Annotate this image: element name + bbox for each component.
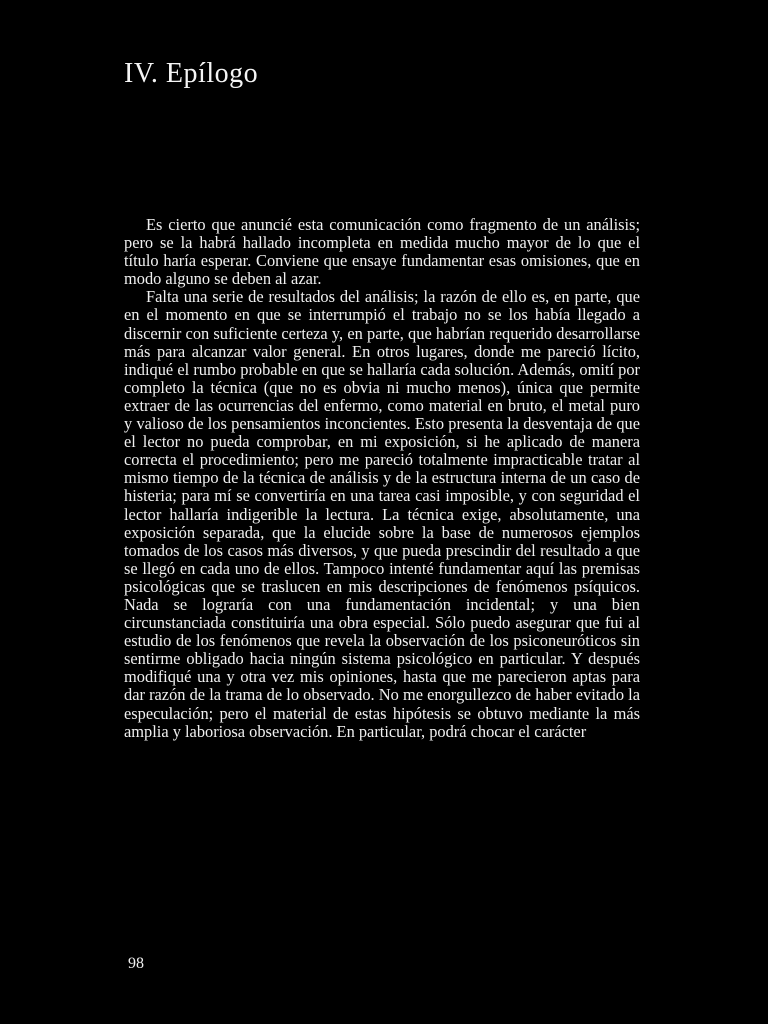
paragraph-1: Es cierto que anuncié esta comunicación como fragmento de un análisis; pero se la habrá hallado incompleta en medida mucho mayor de lo que el título haría esperar. Conviene que ensaye fundamentar esas omisiones, que en modo alguno se deben al azar.	[124, 215, 640, 289]
chapter-title: IV. Epílogo	[124, 58, 259, 89]
page-number: 98	[128, 955, 144, 972]
paragraph-2: Falta una serie de resultados del análisis; la razón de ello es, en parte, que en el momento en que se interrumpió el trabajo no se los había llegado a discernir con suficiente certeza y, en parte, que habrían requerido desarrollarse más para alcanzar valor general. En otros lugares, donde me pareció lícito, indiqué el rumbo probable en que se hallaría cada solución. Además, omití por completo la técnica (que no es obvia ni mucho menos), única que permite extraer de las ocurrencias del enfermo, como material en bruto, el metal puro y valioso de los pensamientos inconcientes. Esto presenta la desventaja de que el lector no pueda comprobar, en mi exposición, si he aplicado de manera correcta el procedimiento; pero me pareció totalmente impracticable tratar al mismo tiempo de la técnica de análisis y de la estructura interna de un caso de histeria; para mí se convertiría en una tarea casi imposible, y con seguridad el lector hallaría indigerible la lectura. La técnica exige, absolutamente, una exposición separada, que la elucide sobre la base de numerosos ejemplos tomados de los casos más diversos, y que pueda prescindir del resultado a que se llegó en cada uno de ellos. Tampoco intenté fundamentar aquí las premisas psicológicas que se traslucen en mis descripciones de fenómenos psíquicos. Nada se lograría con una fundamentación incidental; y una bien circunstanciada constituiría una obra especial. Sólo puedo asegurar que fui al estudio de los fenómenos que revela la observación de los psiconeuróticos sin sentirme obligado hacia ningún sistema psicológico en particular. Y después modifiqué una y otra vez mis opiniones, hasta que me parecieron aptas para dar razón de la trama de lo observado. No me enorgullezco de haber evitado la especulación; pero el material de estas hipótesis se obtuvo mediante la más amplia y laboriosa observación. En particular, podrá chocar el carácter	[124, 287, 640, 741]
body-text	[124, 216, 640, 741]
